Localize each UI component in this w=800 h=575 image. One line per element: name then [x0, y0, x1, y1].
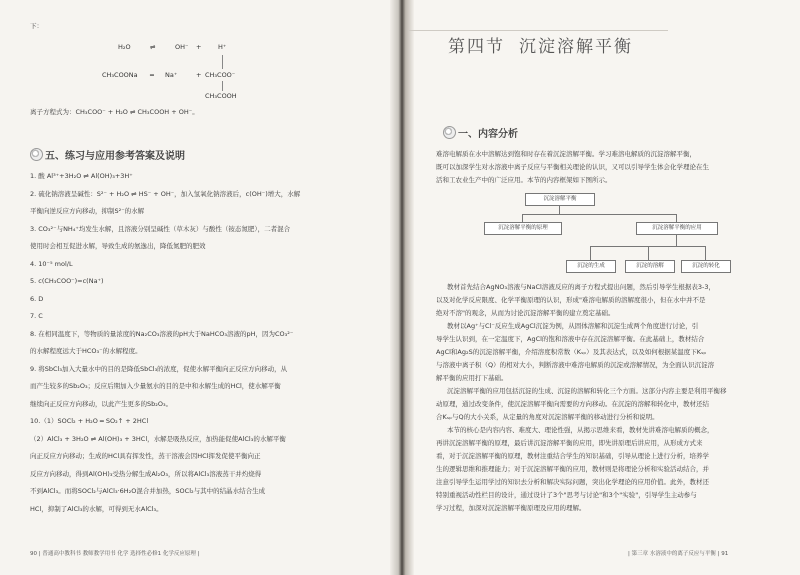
answer-line: 的水解程度远大于HCO₃⁻的水解程度。	[30, 347, 142, 355]
body-line: 本节的核心是内容内容、难度大、理论性强，从揭示思维来看，教材先讲难溶电解质的概念，	[447, 426, 714, 434]
body-line: 与溶液中离子积（Q）的相对大小，判断溶液中难溶电解质的沉淀或溶解情况，为全面认识沉淀溶	[436, 361, 715, 369]
answer-line: 平衡向逆反应方向移动，抑制S²⁻的水解	[30, 207, 145, 215]
diagram-leaf-formation: 沉淀的生成	[566, 260, 616, 273]
left-section-title: 五、练习与应用参考答案及说明	[45, 151, 185, 162]
diagram-connector	[648, 246, 649, 260]
body-line: 合Kₛₚ与Q的大小关系，从定量的角度对沉淀溶解平衡的移动进行分析和说明。	[436, 413, 659, 421]
intro-line: 难溶电解质在水中溶解达到饱和时存在着沉淀溶解平衡。学习难溶电解质的沉淀溶解平衡，	[436, 150, 696, 158]
body-line: 特别重视活动性栏目的设计，通过设计了3个"思考与讨论"和3个"实验"，引导学生主动参与	[436, 491, 697, 499]
answer-line: 反应方向移动，得到Al(OH)₃受热分解生成Al₂O₃，所以将AlCl₃溶液蒸干并灼烧得	[30, 469, 262, 478]
right-footer: | 第三章 水溶液中的离子反应与平衡 | 91	[628, 551, 729, 557]
section-bullet-icon	[30, 148, 43, 161]
water-eq-h: H⁺	[218, 43, 227, 51]
right-section-title: 一、内容分析	[458, 129, 518, 140]
body-line: 绝对不溶"的观念，从而为讨论沉淀溶解平衡的建立奠定基础。	[436, 309, 615, 317]
diagram-connector	[522, 214, 523, 222]
answer-line: 8. 在相同温度下，等物质的量浓度的Na₂CO₃溶液的pH大于NaHCO₃溶液的pH，因为CO₃²⁻	[30, 329, 294, 338]
answer-line: 9. 将SbCl₃加入大量水中的目的是降低SbCl₃的浓度，促使水解平衡向正反应方向移动，从	[30, 364, 288, 373]
body-line: 注意引导学生运用学过的知识去分析和解决实际问题，突出化学理论的应用价值。此外，教材还	[436, 478, 709, 486]
diagram-root: 沉淀溶解平衡	[525, 193, 595, 206]
answer-line: 5. c(CH₃COO⁻)=c(Na⁺)	[30, 277, 104, 285]
chapter-heading	[448, 32, 633, 57]
diagram-connector	[522, 214, 677, 215]
diagram-connector	[676, 214, 677, 222]
answer-line: 使用时会相互促进水解，导致生成的氨逸出，降低氮肥的肥效	[30, 242, 206, 250]
answer-line: 6. D	[30, 294, 44, 303]
answer-line: 4. 10⁻⁵ mol/L	[30, 259, 73, 268]
diagram-connector	[590, 246, 591, 260]
acetate-eq-plus: +	[196, 71, 202, 79]
diagram-connector	[559, 205, 560, 214]
body-line: AgCl和Ag₂S的沉淀溶解平衡，介绍溶度积常数（Kₛₚ）及其表达式，以及如何根据某温度下Kₛₚ	[436, 348, 707, 356]
answer-line: 继续向正反应方向移动，以此产生更多的Sb₂O₃。	[30, 399, 173, 408]
body-line: 沉淀溶解平衡的应用包括沉淀的生成、沉淀的溶解和转化三个方面。这部分内容主要是利用平衡移	[447, 387, 727, 395]
water-eq-plus: +	[196, 43, 202, 51]
water-eq-oh: OH⁻	[175, 43, 189, 51]
ionic-equation: 离子方程式为：CH₃COO⁻ + H₂O ⇌ CH₃COOH + OH⁻。	[30, 108, 199, 116]
diagram-mid-right: 沉淀溶解平衡的应用	[636, 222, 718, 235]
diagram-leaf-dissolution: 沉淀的溶解	[625, 260, 675, 273]
book-gutter	[390, 0, 414, 575]
body-line: 导学生认识到，在一定温度下，AgCl的饱和溶液中存在沉淀溶解平衡。在此基础上，教材结合	[436, 335, 705, 343]
diagram-mid-left: 沉淀溶解平衡的原理	[484, 222, 562, 235]
acetate-eq-product: CH₃COOH	[205, 92, 237, 100]
top-fragment: 下：	[30, 22, 43, 30]
body-line: 看，对于沉淀溶解平衡的原理，教材注重结合学生的知识基础，引导从理论上进行分析，培养学	[436, 452, 709, 460]
body-line: 动原理，通过改变条件，使沉淀溶解平衡向需要的方向移动。在沉淀的溶解和转化中，教材还结	[436, 400, 709, 408]
answer-line: 3. CO₃²⁻与NH₄⁺均发生水解，且溶液分别呈碱性（草木灰）与酸性（铵态氮肥），二者混合	[30, 224, 291, 233]
answer-line: 1. 酸 Al³⁺+3H₂O ⇌ Al(OH)₃+3H⁺	[30, 172, 133, 180]
answer-line: HCl，抑制了AlCl₃的水解，可得到无水AlCl₃。	[30, 504, 163, 513]
body-line: 生的逻辑思维和推理能力；对于沉淀溶解平衡的应用，教材则是将理论分析和实验活动结合，并	[436, 465, 709, 473]
chapter-label: 第四节	[448, 37, 505, 57]
water-dissoc-line	[222, 55, 223, 69]
answer-line: 10.（1）SOCl₂ + H₂O ═ SO₂↑ + 2HCl	[30, 417, 149, 425]
answer-line: 2. 硫化钠溶液呈碱性：S²⁻ + H₂O ⇌ HS⁻ + OH⁻，加入氢氧化钠溶液后，c(OH⁻)增大，水解	[30, 189, 301, 198]
left-page	[0, 0, 398, 575]
answer-line: （2）AlCl₃ + 3H₂O ⇌ Al(OH)₃ + 3HCl，水解是吸热反应，加热能促使AlCl₃的水解平衡	[30, 434, 286, 443]
water-eq-arrow: ⇌	[150, 43, 156, 51]
section-bullet-icon	[443, 126, 456, 139]
body-line: 教材首先结合AgNO₃溶液与NaCl溶液反应的离子方程式提出问题，然后引导学生根据表3-3，	[447, 283, 715, 291]
diagram-connector	[676, 234, 677, 246]
diagram-leaf-conversion: 沉淀的转化	[681, 260, 731, 273]
chapter-rule	[408, 30, 668, 31]
water-eq-left: H₂O	[118, 43, 131, 51]
body-line: 以及对化学反应限度、化学平衡原理的认识，形成"难溶电解质的溶解度很小，但在水中并不是	[436, 296, 706, 304]
intro-line: 既可以加深学生对水溶液中离子反应与平衡相关理论的认识，又可以引导学生体会化学理论在生	[436, 163, 709, 171]
acetate-eq-na: Na⁺	[165, 71, 178, 79]
chapter-name: 沉淀溶解平衡	[519, 37, 633, 57]
body-line: 学习过程，加深对沉淀溶解平衡原理及应用的理解。	[436, 504, 586, 512]
body-line: 解平衡的应用打下基础。	[436, 374, 508, 382]
diagram-connector	[705, 246, 706, 260]
acetate-combine-line	[222, 81, 223, 91]
intro-line: 活和工农业生产中的广泛应用。本节的内容框架如下图所示。	[436, 176, 612, 184]
body-line: 教材以Ag⁺与Cl⁻反应生成AgCl沉淀为例，从固体溶解和沉淀生成两个角度进行讨论，引	[447, 322, 699, 330]
acetate-eq-arrow: ═	[150, 71, 154, 79]
left-footer: 90 | 普通高中教科书 教师教学用书 化学 选择性必修1 化学反应原理 |	[30, 551, 200, 557]
acetate-eq-left: CH₃COONa	[102, 71, 138, 79]
answer-line: 不到AlCl₃。而将SOCl₂与AlCl₃·6H₂O混合并加热，SOCl₂与其中的结晶水结合生成	[30, 487, 266, 495]
answer-line: 而产生较多的Sb₂O₃；反应后期加入少量氨水的目的是中和水解生成的HCl，使水解平衡	[30, 382, 281, 390]
acetate-eq-ion: CH₃COO⁻	[205, 71, 236, 79]
body-line: 再讲沉淀溶解平衡的原理，最后讲沉淀溶解平衡的应用，即先讲原理后讲应用，从形成方式来	[436, 439, 703, 447]
answer-line: 向正反应方向移动；生成的HCl具有挥发性，蒸干溶液会因HCl挥发促使平衡向正	[30, 452, 261, 460]
answer-line: 7. C	[30, 312, 43, 320]
